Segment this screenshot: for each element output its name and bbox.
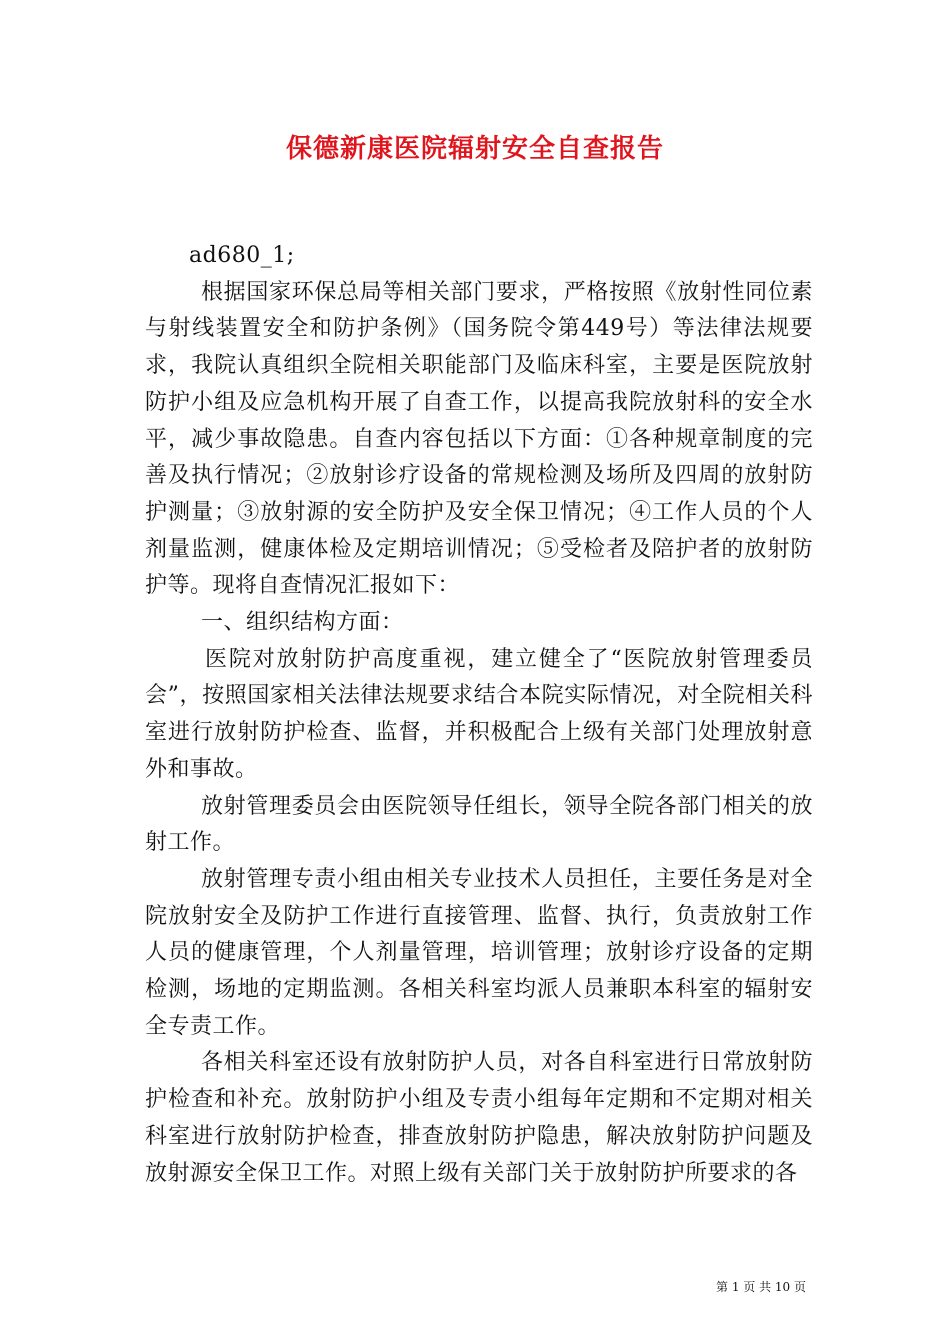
section-heading-organization: 一、组织结构方面： <box>201 610 404 636</box>
page-number: 第 1 页 共 10 页 <box>716 1280 806 1294</box>
paragraph-committee: 医院对放射防护高度重视，建立健全了“医院放射管理委员会”，按照国家相关法律法规要求结合本院实际情况，对全院相关科室进行放射防护检查、监督，并积极配合上级有关部门处理放射意外和事故。 <box>145 646 813 782</box>
paragraph-special-group: 放射管理专责小组由相关专业技术人员担任，主要任务是对全院放射安全及防护工作进行直接管理、监督、执行，负责放射工作人员的健康管理，个人剂量管理，培训管理；放射诊疗设备的定期检测，场地的定期监测。各相关科室均派人员兼职本科室的辐射安全专责工作。 <box>145 866 813 1039</box>
document-title: 保德新康医院辐射安全自查报告 <box>285 134 664 164</box>
paragraph-department-staff: 各相关科室还设有放射防护人员，对各自科室进行日常放射防护检查和补充。放射防护小组及专责小组每年定期和不定期对相关科室进行放射防护检查，排查放射防护隐患，解决放射防护问题及放射源安全保卫工作。对照上级有关部门关于放射防护所要求的各 <box>145 1050 813 1186</box>
intro-paragraph: 根据国家环保总局等相关部门要求，严格按照《放射性同位素与射线装置安全和防护条例》（国务院令第449号）等法律法规要求，我院认真组织全院相关职能部门及临床科室，主要是医院放射防护小组及应急机构开展了自查工作，以提高我院放射科的安全水平，减少事故隐患。自查内容包括以下方面：①各种规章制度的完善及执行情况；②放射诊疗设备的常规检测及场所及四周的放射防护测量；③放射源的安全防护及安全保卫情况；④工作人员的个人剂量监测，健康体检及定期培训情况；⑤受检者及陪护者的放射防护等。现将自查情况汇报如下： <box>145 279 813 599</box>
reference-code: ad680_1; <box>189 243 295 268</box>
document-body <box>145 238 813 1192</box>
paragraph-committee-leader: 放射管理委员会由医院领导任组长，领导全院各部门相关的放射工作。 <box>145 793 813 856</box>
